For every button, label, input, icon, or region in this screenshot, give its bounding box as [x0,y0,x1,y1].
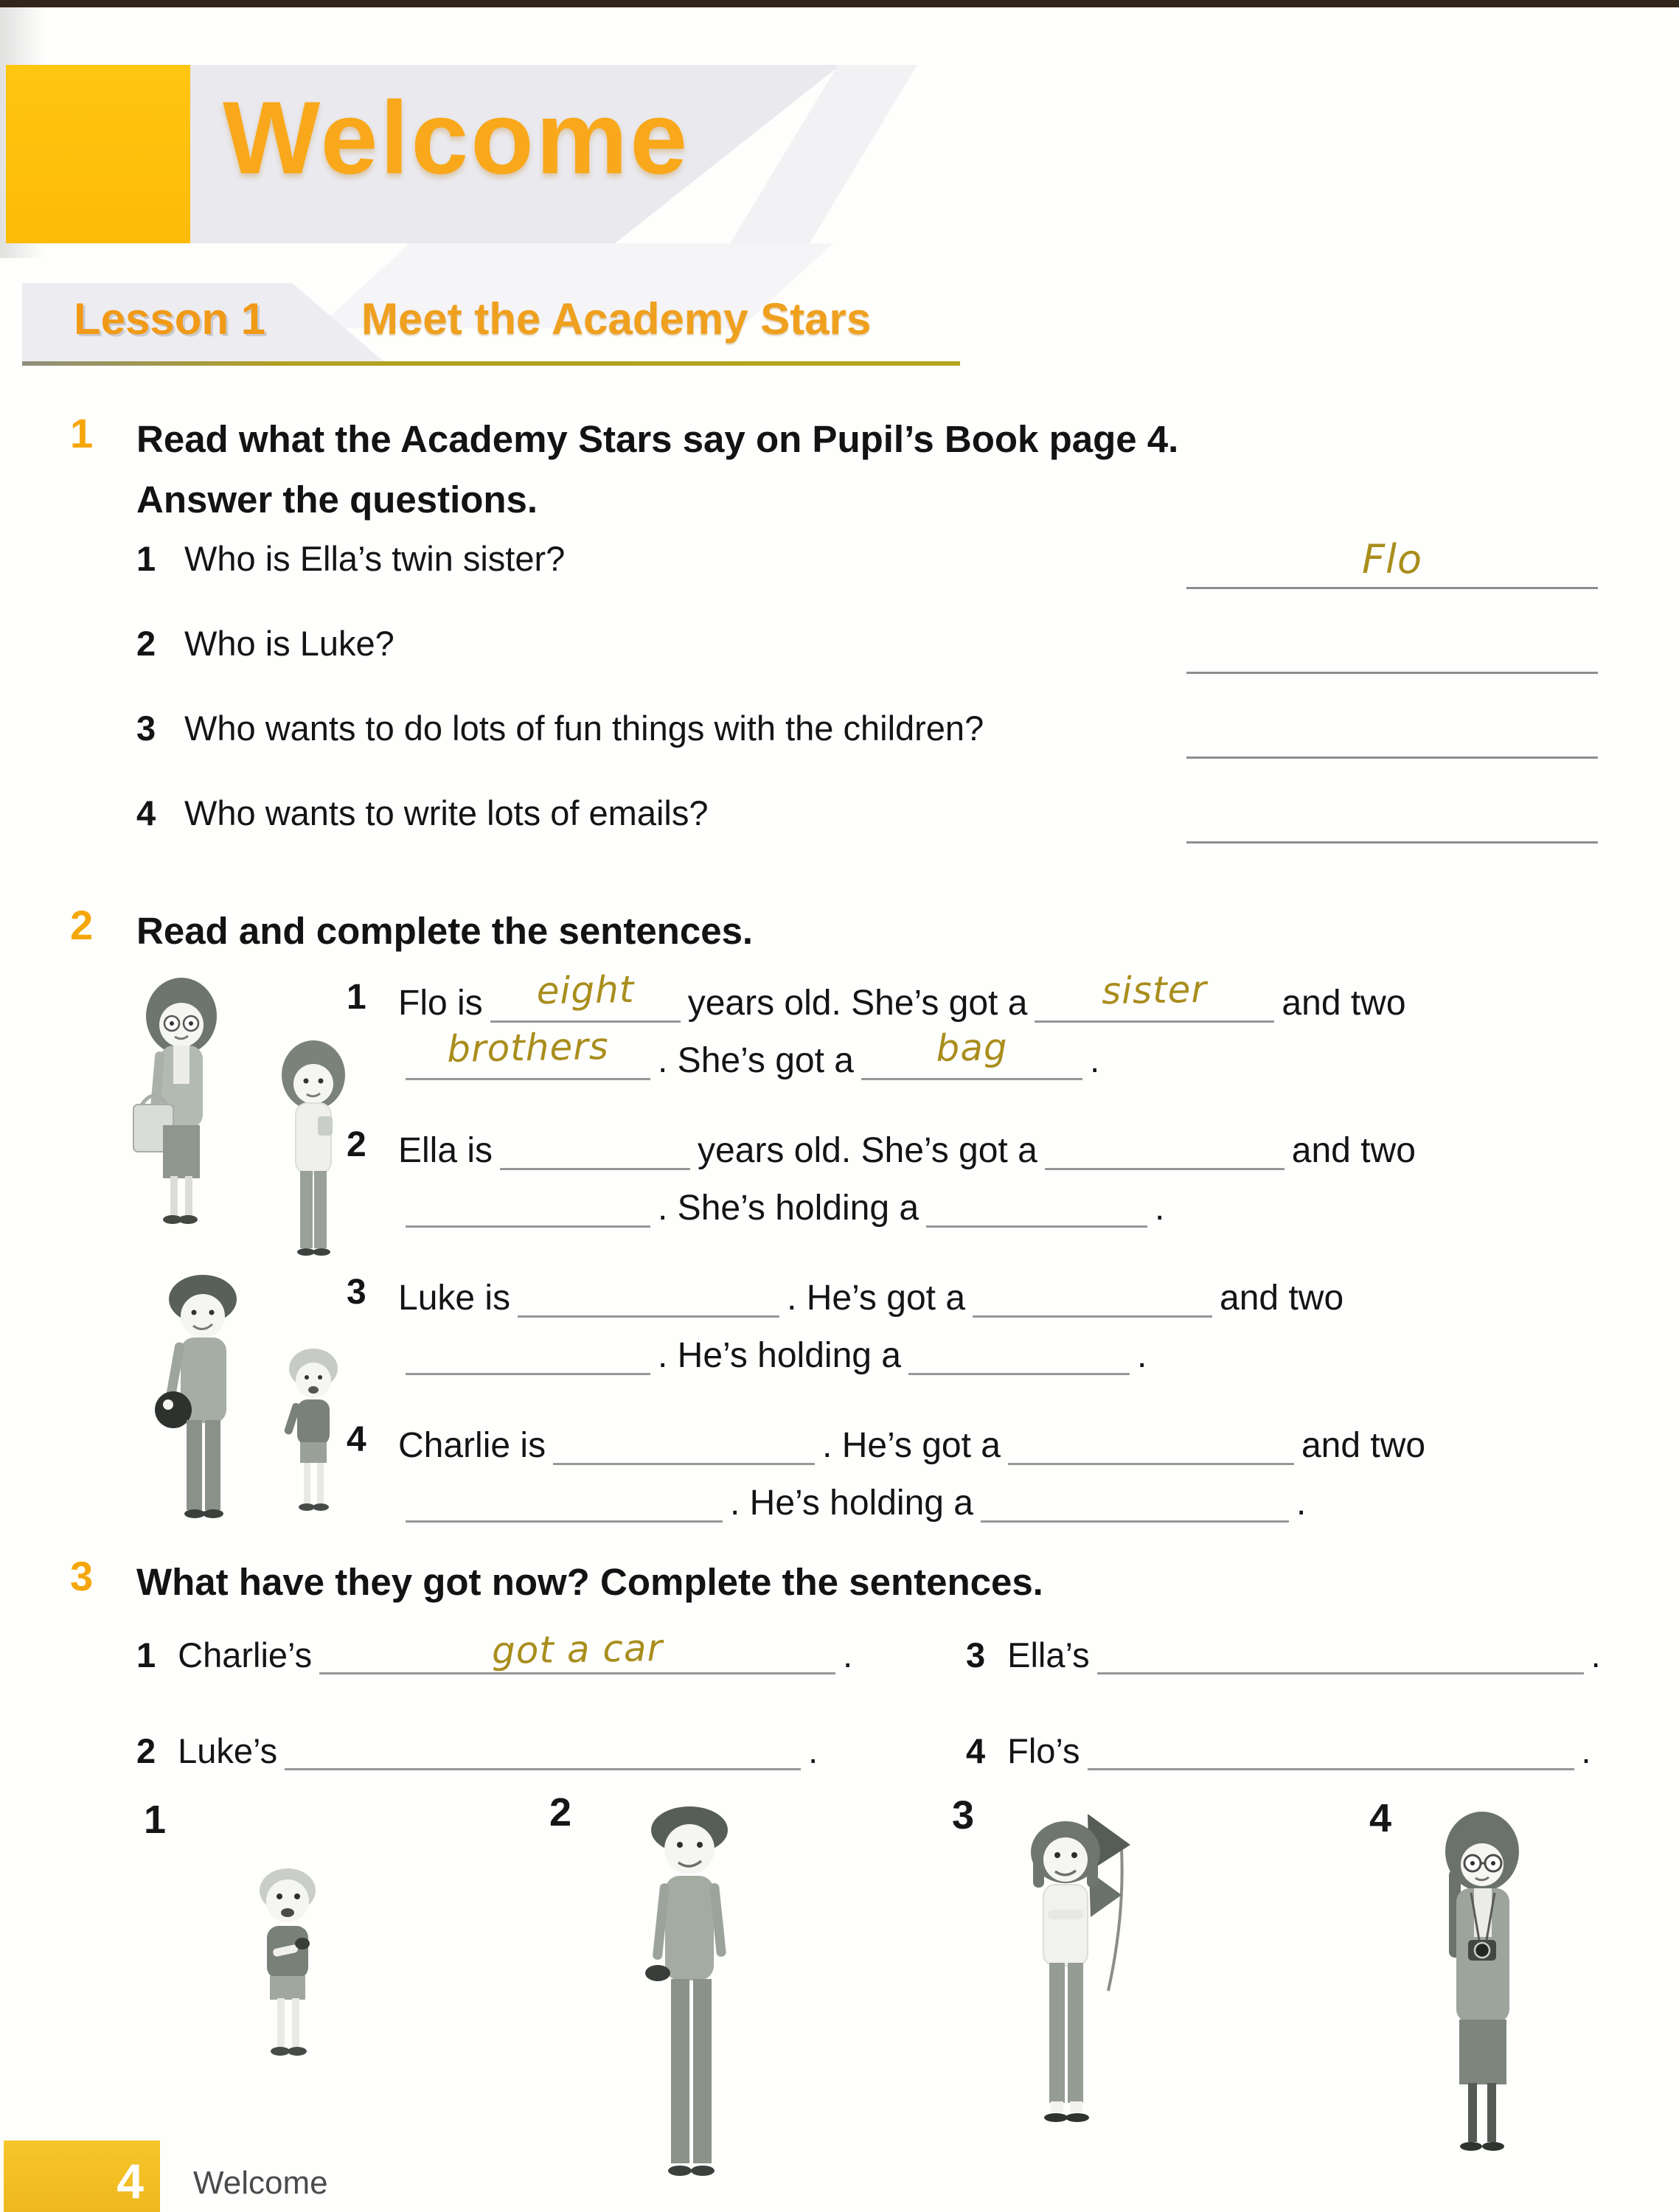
handwritten-answer: eight [535,967,635,1012]
sentence-number: 4 [347,1420,366,1459]
handwritten-answer [1008,1458,1294,1464]
item-label: Ella’s [1007,1635,1090,1674]
sentence-text: . He’s got a [822,1426,1001,1465]
character-figures-row [70,1788,1633,2205]
question-text: Who wants to write lots of emails? [184,793,709,832]
lesson-label: Lesson 1 [74,294,266,344]
footer-unit-name: Welcome [193,2165,328,2201]
answer-line [1186,536,1598,589]
sentence-line [398,1024,1633,1090]
question-row-4 [70,793,1633,875]
ella-figure [282,1040,345,1256]
sentence-number: 3 [347,1273,366,1312]
answer-blank [285,1732,801,1770]
football-icon [155,1391,192,1428]
answer-blank [553,1425,815,1464]
sentence-3 [347,1270,1633,1385]
handwritten-answer [1045,1164,1285,1169]
sentence-text: Flo is [398,984,483,1023]
answer-blank [406,1483,723,1522]
flo-girl-with-camera-illustration [1405,1803,1567,2186]
sentence-line [398,1180,1633,1237]
exercise-3-instructions: What have they got now? Complete the sentences. [136,1561,1043,1603]
answer-blank [1088,1732,1574,1770]
handwritten-answer: got a car [491,1627,664,1673]
exercise-2-number: 2 [70,902,94,948]
sentence-line [398,1270,1633,1327]
sentence-text: . [1137,1336,1147,1375]
question-number: 2 [136,624,156,663]
question-row-3 [70,708,1633,790]
exercise-1-instructions [136,409,1178,530]
sentence-text: and two [1291,1131,1416,1170]
item-number: 2 [136,1731,156,1770]
question-row-1 [70,538,1633,621]
handwritten-answer [406,1222,650,1226]
sentence-number: 1 [347,978,366,1017]
handwritten-answer [973,1312,1212,1316]
answer-blank [406,1335,650,1374]
sentence-number: 2 [347,1125,366,1164]
sentence-text: years old. She’s got a [698,1131,1037,1170]
answer-blank [518,1278,779,1317]
charlie-figure [283,1349,338,1511]
handwritten-answer [981,1516,1289,1521]
handwritten-answer: sister [1101,967,1208,1012]
question-text: Who is Ella’s twin sister? [184,539,566,578]
exercise-1-instruction-line1: Read what the Academy Stars say on Pupil’s Book page 4. [136,418,1179,460]
sentence-text: years old. She’s got a [687,984,1028,1023]
exercise-3 [70,1552,1633,1803]
sentence-line [398,1417,1633,1475]
answer-line [1186,841,1598,844]
sentence-4 [347,1417,1633,1532]
unit-title: Welcome [223,80,690,195]
luke-with-ball-figure [155,1275,237,1518]
sentence-line [398,1327,1633,1385]
answer-blank [981,1483,1289,1522]
flo-with-bag-figure [133,978,217,1224]
sentence-2 [347,1122,1633,1237]
sentence-text: . [1089,1041,1100,1080]
question-number: 4 [136,793,156,832]
figure-2-number: 2 [549,1790,572,1834]
exercise-2-instructions: Read and complete the sentences. [136,910,754,952]
handwritten-answer: bag [935,1025,1009,1070]
sentence-1 [347,967,1633,1090]
page-number-box [4,2140,160,2212]
lesson-underline [22,361,960,366]
item-number: 1 [136,1635,156,1674]
luke-boy-holding-object-illustration [597,1799,774,2197]
sentence-text: and two [1301,1426,1426,1465]
header-accent-square [6,65,190,243]
handwritten-answer [1097,1667,1584,1676]
sentence-text: . He’s holding a [730,1484,973,1523]
handwritten-answer [406,1516,723,1522]
figure-3-number: 3 [952,1793,975,1837]
ella-girl-with-flag-illustration [977,1806,1198,2197]
question-text: Who is Luke? [184,624,394,663]
item-end: . [843,1635,853,1674]
page-number: 4 [117,2154,144,2208]
handwritten-answer [553,1458,815,1463]
item-label: Charlie’s [178,1635,313,1674]
answer-blank [1045,1130,1285,1169]
camera-icon [1468,1940,1496,1961]
completion-item-4 [966,1731,1591,1771]
held-object-icon [645,1965,670,1981]
item-number: 4 [966,1731,986,1770]
answer-blank [1097,1636,1584,1674]
answer-line [1186,672,1598,674]
question-number: 1 [136,539,156,578]
answer-blank [319,1627,835,1674]
sentence-text: . He’s holding a [658,1336,901,1375]
sentence-text: . She’s holding a [658,1189,920,1228]
exercise-3-number: 3 [70,1553,94,1599]
handwritten-answer [500,1164,690,1168]
sentence-line [398,1122,1633,1180]
handwritten-answer [926,1222,1147,1225]
charlie-small-boy-illustration [221,1858,354,2094]
sentence-text: . [1155,1189,1165,1228]
handwritten-answer [285,1762,801,1771]
answer-blank [1008,1425,1294,1464]
sentence-text: Ella is [398,1131,493,1170]
completion-item-3 [966,1635,1601,1675]
handwritten-answer [908,1369,1130,1373]
scan-edge-top [0,0,1679,7]
handwritten-answer: brothers [446,1024,610,1071]
question-text: Who wants to do lots of fun things with the children? [184,709,984,748]
sentence-text: . She’s got a [658,1041,854,1080]
item-label: Luke’s [178,1731,278,1770]
sentence-text: Charlie is [398,1426,546,1465]
handwritten-answer [518,1311,779,1315]
exercise-1 [70,409,1633,903]
sentence-text: . [1296,1484,1307,1523]
answer-blank [406,1024,650,1079]
item-end: . [1581,1731,1591,1770]
exercise-1-instruction-line2: Answer the questions. [136,479,538,521]
handwritten-answer [406,1369,650,1374]
question-row-2 [70,623,1633,706]
sentence-text: and two [1282,984,1406,1023]
item-end: . [1591,1635,1601,1674]
sentence-text: Luke is [398,1279,511,1318]
completion-item-2 [136,1731,818,1771]
exercise-1-number: 1 [70,410,94,456]
completion-item-1 [136,1627,853,1675]
answer-blank [973,1278,1212,1317]
figure-4-number: 4 [1369,1796,1392,1840]
figure-1-number: 1 [144,1798,167,1842]
exercise-2 [70,901,1633,1557]
answer-blank [926,1188,1147,1227]
answer-blank [490,967,681,1022]
sentence-list [347,967,1633,1565]
answer-blank [908,1335,1130,1374]
sentence-line [398,1475,1633,1532]
answer-blank [406,1188,650,1227]
answer-blank [861,1025,1082,1079]
handwritten-answer [1088,1763,1574,1772]
item-label: Flo’s [1007,1731,1080,1770]
sentence-text: and two [1220,1279,1344,1318]
answer-blank [500,1130,690,1169]
answer-line [1186,757,1598,759]
question-number: 3 [136,709,156,748]
item-number: 3 [966,1635,986,1674]
sentence-text: . He’s got a [787,1279,966,1318]
answer-blank [1035,967,1274,1022]
item-end: . [808,1731,818,1770]
lesson-title: Meet the Academy Stars [361,294,872,344]
handwritten-answer: Flo [1361,536,1423,582]
